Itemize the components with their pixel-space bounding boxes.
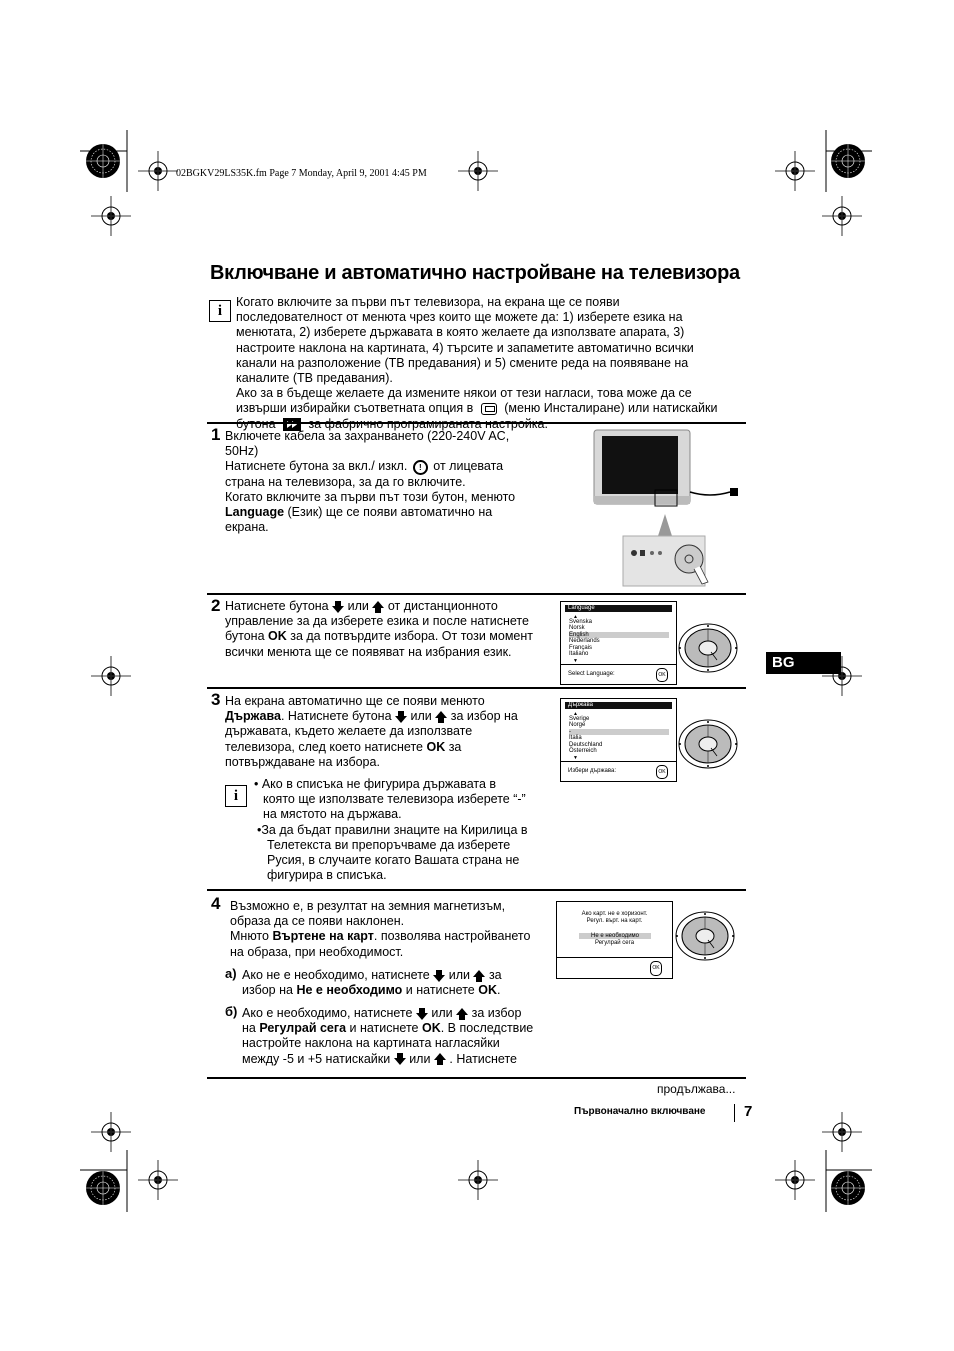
intro-line: извърши избирайки съответната опция в (меню Инсталиране) или натискайки	[236, 401, 718, 416]
up-arrow-icon	[372, 601, 384, 613]
down-arrow-icon	[416, 1008, 428, 1020]
osd-item: Français	[569, 644, 593, 651]
intro-line: последователност от менюта чрез които ще можете да: 1) изберете езика на	[236, 310, 683, 325]
osd-list	[569, 619, 669, 657]
osd-item: Norge	[569, 722, 586, 729]
osd-item-selected: -	[569, 729, 669, 735]
install-menu-icon	[481, 403, 497, 415]
step-number: 3	[211, 690, 221, 709]
osd-item: Norsk	[569, 625, 585, 632]
continued-note: продължава...	[657, 1082, 736, 1096]
step2-text: Натиснете бутона или от дистанционното управление за да изберете езика и после натиснете бутона OK за да потвърдите избора. От този момент всички менюта ще се появяват на избрания език.	[225, 599, 534, 659]
language-osd	[560, 601, 677, 685]
step1-text: Включете кабела за захранването (220-240V AC, 50Hz) Натиснете бутона за вкл./ изкл. ! от лицевата страна на телевизора, за да го включите. Когато включите за първи път този бутон, менюто Language (Език) ще се появи автоматично на екрана.	[225, 429, 516, 535]
step-number: 1	[211, 425, 221, 444]
osd-item: Sverige	[569, 716, 590, 722]
up-arrow-icon	[435, 711, 447, 723]
ok-icon: OK	[656, 668, 668, 682]
section-rule	[207, 422, 746, 424]
down-arrow-icon	[394, 1053, 406, 1065]
footer-section-title: Първоначално включване	[574, 1106, 706, 1117]
osd-header: Language	[565, 605, 672, 612]
info-icon: i	[209, 300, 231, 322]
down-arrow-icon	[395, 711, 407, 723]
intro-line: канали на разположение (ТВ предавания) и 5) смените реда на появяване на	[236, 355, 689, 370]
remote-joystick-icon	[674, 910, 736, 962]
intro-line: Когато включите за първи път телевизора, на екрана ще се появи	[236, 295, 620, 309]
osd-item: Österreich	[569, 748, 597, 755]
osd-down-icon: ▼	[573, 755, 578, 761]
intro-line: Ако за в бъдеще желаете да измените някои от тези нагласи, това може да се	[236, 386, 692, 401]
osd-item: Nederlands	[569, 638, 600, 645]
sub-step-b: б)	[225, 1004, 238, 1019]
osd-option: Регулрай сега	[594, 940, 635, 946]
footer-divider	[734, 1104, 735, 1122]
power-icon: !	[413, 460, 428, 475]
osd-item: Svenska	[569, 619, 593, 625]
up-arrow-icon	[473, 970, 485, 982]
ok-icon: OK	[656, 765, 668, 779]
step3-text: На екрана автоматично ще се появи менюто Държава. Натиснете бутона или за избор на държавата, където желаете да използвате телевизора, след което натиснете OK за потвърждаване на избора.	[225, 694, 518, 769]
section-rule	[207, 889, 746, 891]
osd-down-icon: ▼	[573, 658, 578, 664]
down-arrow-icon	[332, 601, 344, 613]
osd-item: Deutschland	[569, 741, 603, 748]
step4-text: Възможно е, в резултат на земния магнетизъм, образа да се появи наклонен. Мнюто Въртене на карт. позволява настройването на образа, при необходимост.	[230, 899, 531, 959]
section-rule	[207, 687, 746, 689]
step-number: 2	[211, 596, 221, 615]
rotation-osd	[556, 901, 673, 979]
ok-icon: OK	[650, 961, 662, 976]
up-arrow-icon	[434, 1053, 446, 1065]
step4b-text: Ако е необходимо, натиснете или за избор на Регулрай сега и натиснете OK. В последствие настройте наклона на картината нагласяйки между -5 и +5 натискайки или . Натиснете	[242, 1006, 534, 1066]
country-osd	[560, 698, 677, 782]
osd-list	[569, 716, 669, 754]
page-number: 7	[744, 1103, 753, 1120]
down-arrow-icon	[433, 970, 445, 982]
file-header: 02BGKV29LS35K.fm Page 7 Monday, April 9, 2001 4:45 PM	[176, 168, 427, 179]
osd-line: Ако карт. не е хоризонт.	[581, 911, 648, 917]
osd-footer: Select Language:	[568, 671, 615, 677]
remote-joystick-icon	[677, 622, 739, 674]
osd-up-icon: ▲	[573, 614, 578, 620]
osd-item: Italiano	[569, 651, 589, 658]
osd-option-selected: Не е необходимо	[579, 933, 651, 939]
step-number: 4	[211, 894, 221, 913]
info-icon: i	[225, 785, 247, 807]
osd-header: Държава	[565, 702, 672, 709]
remote-joystick-icon	[677, 718, 739, 770]
sub-step-a: а)	[225, 966, 237, 981]
tv-illustration	[590, 426, 745, 591]
intro-line: менютата, 2) изберете държавата в която желаете да използвате апарата, 3)	[236, 325, 685, 340]
intro-text	[236, 295, 756, 432]
intro-line: настроите наклона на картината, 4) търсите и запаметите автоматично всички	[236, 340, 694, 355]
section-rule	[207, 1077, 746, 1079]
intro-line: каналите (ТВ предавания).	[236, 371, 393, 386]
osd-item-selected: English	[569, 632, 669, 638]
osd-line: Регул. върт. на карт.	[586, 918, 643, 924]
language-tab: BG	[766, 652, 841, 674]
section-rule	[207, 593, 746, 595]
page-title: Включване и автоматично настройване на телевизора	[210, 262, 740, 284]
up-arrow-icon	[456, 1008, 468, 1020]
osd-footer: Избери държава:	[568, 768, 616, 774]
step4a-text: Ако не е необходимо, натиснете или за избор на Не е необходимо и натиснете OK.	[242, 968, 502, 998]
osd-item: Italia	[569, 735, 582, 742]
step3-note: • Ако в списъка не фигурира държавата в която ще използвате телевизора изберете “-” на мястото на държава. •За да бъдат правилни знаците на Кирилица в Телетекста ви препоръчваме да изберете Русия, в случаите когато Вашата страна не фигурира в списъка.	[254, 777, 528, 883]
osd-up-icon: ▲	[573, 711, 578, 717]
